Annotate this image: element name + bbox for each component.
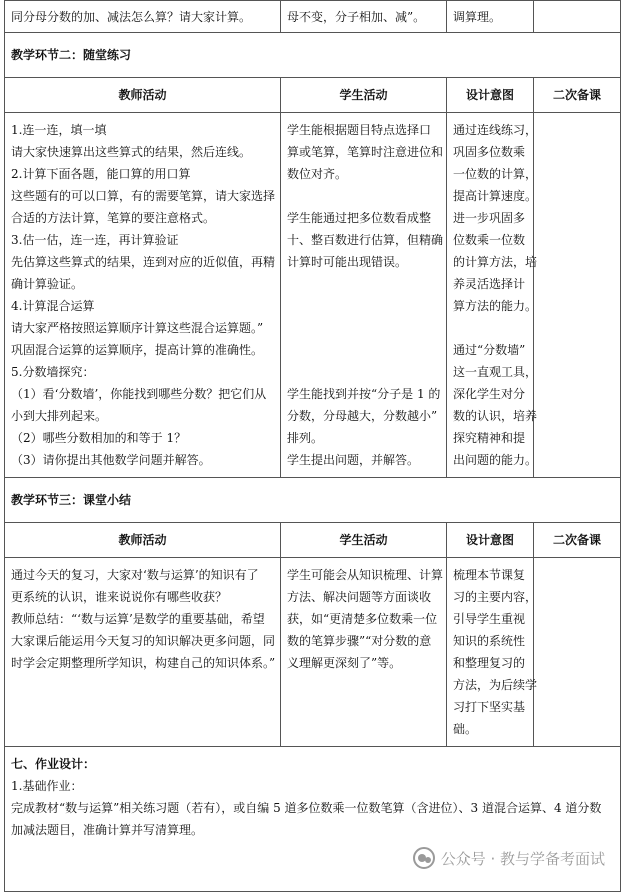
section3-second-cell <box>534 558 621 747</box>
teacher-activity-line: 1.连一连，填一填 <box>11 123 107 137</box>
design-intent-line: 通过“分数墙” <box>453 343 526 357</box>
section2-design-cell <box>447 113 538 478</box>
section2-body-row <box>5 113 621 478</box>
header-student-activity: 学生活动 <box>281 78 447 113</box>
teacher-activity-line: 请大家快速算出这些算式的结果，然后连线。 <box>11 145 252 159</box>
design-intent-line: 位数乘一位数 <box>453 233 526 247</box>
design-intent-line: 这一直观工具， <box>453 365 538 379</box>
teacher-activity-line: 小到大排列起来。 <box>11 409 108 423</box>
teacher-activity-line: 4.计算混合运算 <box>11 299 95 313</box>
design-intent-line: 探究精神和提 <box>453 431 526 445</box>
student-activity-line: 学生提出问题，并解答。 <box>287 453 420 467</box>
design-intent-line: 算方法的能力。 <box>453 299 538 313</box>
student-activity-line <box>287 295 440 317</box>
teacher-activity-line: 大家课后能运用今天复习的知识解决更多问题，同 <box>11 634 276 648</box>
student-activity-line: 学生能根据题目特点选择口 <box>287 123 432 137</box>
design-intent-line: 出问题的能力。 <box>453 453 538 467</box>
header-design-intent: 设计意图 <box>447 523 534 558</box>
student-activity-line: 十、整百数进行估算，但精确 <box>287 233 444 247</box>
header-teacher-activity: 教师活动 <box>5 523 281 558</box>
homework-item1: 1.基础作业： <box>11 779 83 793</box>
design-intent-line: 习的主要内容， <box>453 590 538 604</box>
header-design-intent: 设计意图 <box>447 78 534 113</box>
design-intent-line: 梳理本节课复 <box>453 568 526 582</box>
homework-text-line: 完成教材“数与运算”相关练习题（若有），或自编 5 道多位数乘一位数笔算（含进位）、3 道混合运算、4 道分数 <box>11 801 602 815</box>
teacher-activity-line: （1）看‘分数墙’，你能找到哪些分数？把它们从 <box>11 387 267 401</box>
student-activity-line: 排列。 <box>287 431 324 445</box>
section2-title: 教学环节二：随堂练习 <box>5 33 621 78</box>
carryover-teacher: 同分母分数的加、减法怎么算？请大家计算。 <box>5 1 281 33</box>
design-intent-line: 巩固多位数乘 <box>453 145 526 159</box>
design-intent-line: 一位数的计算， <box>453 167 538 181</box>
homework-row <box>5 747 621 892</box>
design-intent-line: 的计算方法，培 <box>453 255 538 269</box>
teacher-activity-line: 这些题有的可以口算，有的需要笔算，请大家选择 <box>11 189 276 203</box>
design-intent-line <box>453 317 527 339</box>
section3-body-row <box>5 558 621 747</box>
design-intent-line: 进一步巩固多 <box>453 211 526 225</box>
design-intent-line: 知识的系统性 <box>453 634 526 648</box>
carryover-second <box>534 1 621 33</box>
design-intent-line: 方法，为后续学 <box>453 678 538 692</box>
carryover-student: 母不变，分子相加、减”。 <box>281 1 447 33</box>
student-activity-line: 学生可能会从知识梳理、计算 <box>287 568 444 582</box>
homework-title: 七、作业设计： <box>11 757 96 771</box>
design-intent-line: 通过连线练习， <box>453 123 538 137</box>
homework-cell <box>5 747 621 892</box>
student-activity-line: 算或笔算，笔算时注意进位和 <box>287 145 444 159</box>
design-intent-line: 础。 <box>453 722 478 736</box>
section3-teacher-cell <box>5 558 281 747</box>
section2-teacher-cell <box>5 113 281 478</box>
teacher-activity-line: 巩固混合运算的运算顺序，提高计算的准确性。 <box>11 343 264 357</box>
teacher-activity-line: 更系统的认识，谁来说说你有哪些收获？ <box>11 590 228 604</box>
student-activity-line: 义理解更深刻了”等。 <box>287 656 402 670</box>
design-intent-line: 和整理复习的 <box>453 656 526 670</box>
section2-title-row <box>5 33 621 78</box>
design-intent-line: 提高计算速度。 <box>453 189 538 203</box>
section2-student-cell <box>281 113 447 478</box>
student-activity-line: 学生能找到并按“分子是 1 的 <box>287 387 441 401</box>
section3-title: 教学环节三：课堂小结 <box>5 478 621 523</box>
teacher-activity-line: 先估算这些算式的结果，连到对应的近似值，再精 <box>11 255 276 269</box>
watermark <box>413 847 605 869</box>
section2-header-row <box>5 78 621 113</box>
section3-student-cell <box>281 558 447 747</box>
carryover-design: 调算理。 <box>447 1 534 33</box>
student-activity-line: 学生能通过把多位数看成整 <box>287 211 432 225</box>
document-page <box>4 0 620 885</box>
teacher-activity-line: 通过今天的复习，大家对‘数与运算’的知识有了 <box>11 568 259 582</box>
header-student-activity: 学生活动 <box>281 523 447 558</box>
carryover-row <box>5 1 621 33</box>
student-activity-line <box>287 339 440 361</box>
teacher-activity-line: 2.计算下面各题，能口算的用口算 <box>11 167 191 181</box>
student-activity-line: 方法、解决问题等方面谈收 <box>287 590 432 604</box>
student-activity-line: 分数，分母越大，分数越小” <box>287 409 438 423</box>
teacher-activity-line: 合适的方法计算，笔算的要注意格式。 <box>11 211 216 225</box>
teacher-activity-line: 教师总结：“‘数与运算’是数学的重要基础，希望 <box>11 612 265 626</box>
design-intent-line: 养灵活选择计 <box>453 277 526 291</box>
student-activity-line <box>287 185 440 207</box>
lesson-table <box>4 0 621 892</box>
design-intent-line: 数的认识，培养 <box>453 409 538 423</box>
student-activity-line: 获，如“更清楚多位数乘一位 <box>287 612 438 626</box>
teacher-activity-line: 时学会定期整理所学知识，构建自己的知识体系。” <box>11 656 276 670</box>
student-activity-line <box>287 361 440 383</box>
student-activity-line: 计算时可能出现错误。 <box>287 255 408 269</box>
student-activity-line <box>287 273 440 295</box>
section3-design-cell <box>447 558 538 747</box>
student-activity-line: 数位对齐。 <box>287 167 348 181</box>
header-second-prep: 二次备课 <box>534 523 621 558</box>
teacher-activity-line: 确计算验证。 <box>11 277 84 291</box>
teacher-activity-line: 请大家严格按照运算顺序计算这些混合运算题。” <box>11 321 264 335</box>
section3-title-row <box>5 478 621 523</box>
design-intent-line: 习打下坚实基 <box>453 700 526 714</box>
homework-text-line: 加减法题目，准确计算并写清算理。 <box>11 823 204 837</box>
wechat-icon <box>413 847 435 869</box>
section2-second-cell <box>534 113 621 478</box>
teacher-activity-line: 3.估一估，连一连，再计算验证 <box>11 233 179 247</box>
teacher-activity-line: （2）哪些分数相加的和等于 1？ <box>11 431 187 445</box>
watermark-text: 公众号 · 教与学备考面试 <box>440 849 605 868</box>
section3-header-row <box>5 523 621 558</box>
student-activity-line <box>287 317 440 339</box>
design-intent-line: 深化学生对分 <box>453 387 526 401</box>
student-activity-line: 数的笔算步骤”“对分数的意 <box>287 634 432 648</box>
header-second-prep: 二次备课 <box>534 78 621 113</box>
teacher-activity-line: 5.分数墙探究： <box>11 365 95 379</box>
design-intent-line: 引导学生重视 <box>453 612 526 626</box>
header-teacher-activity: 教师活动 <box>5 78 281 113</box>
teacher-activity-line: （3）请你提出其他数学问题并解答。 <box>11 453 211 467</box>
